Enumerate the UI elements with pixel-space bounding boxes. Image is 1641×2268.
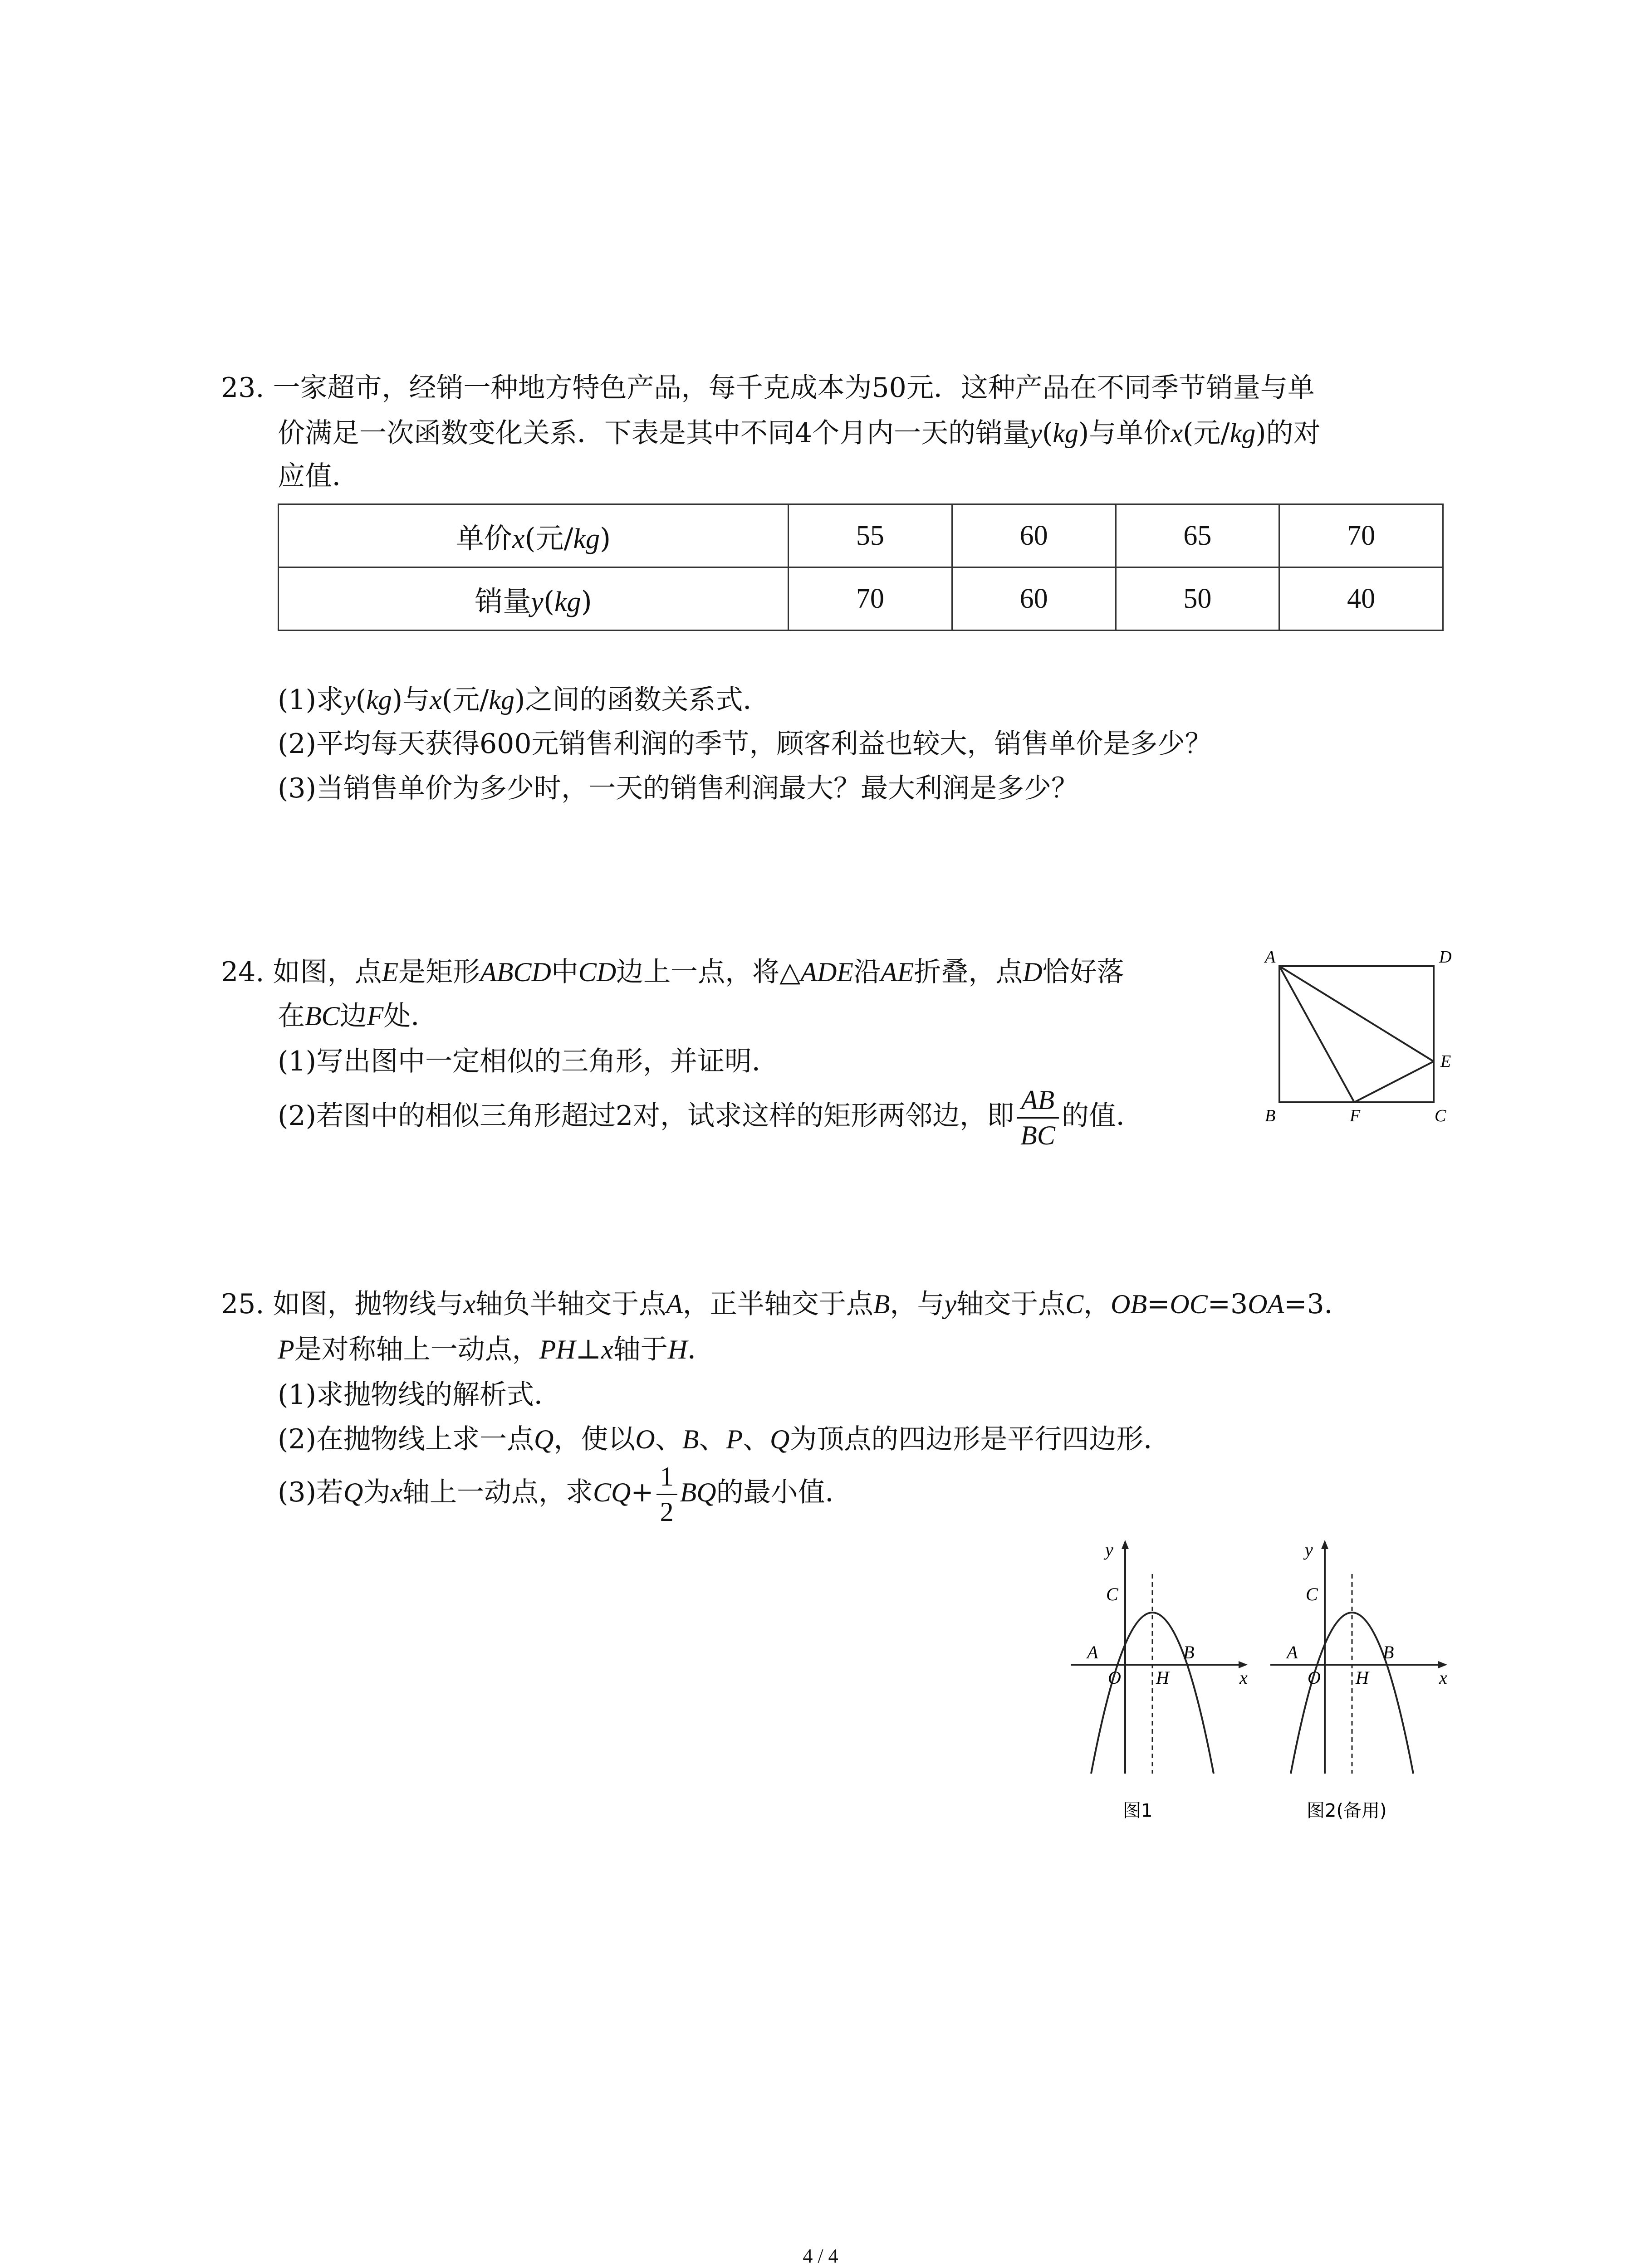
q25-sub-2: (2)在抛物线上求一点Q，使以O、B、P、Q为顶点的四边形是平行四边形． [278, 1423, 1171, 1455]
label-h: H [1356, 1667, 1369, 1688]
table-row [279, 504, 1443, 567]
table-cell: 50 [1116, 567, 1279, 631]
label-d: D [1439, 948, 1452, 967]
figure-caption: 图2(备用) [1307, 1800, 1387, 1821]
label-y: y [1305, 1540, 1313, 1560]
q25-sub-3: (3)若Q为x轴上一动点，求CQ+ $\frac{1}{2}$ BQ的最小值． [278, 1461, 852, 1527]
label-x: x [1239, 1667, 1248, 1688]
label-c: C [1306, 1584, 1318, 1604]
label-a: A [1287, 1642, 1298, 1662]
table-cell: 60 [952, 504, 1116, 567]
q23-sub-1: (1)求y(kg)与x(元/kg)之间的函数关系式． [278, 684, 770, 716]
q25-sub-1: (1)求抛物线的解析式． [278, 1379, 561, 1411]
table-header-price: 单价x(元/kg) [279, 504, 789, 567]
parabola-figure-1 [1062, 1538, 1252, 1837]
table-row [279, 567, 1443, 631]
table-header-sales: 销量y(kg) [279, 567, 789, 631]
q23-line-1: 23. 一家超市，经销一种地方特色产品，每千克成本为50元．这种产品在不同季节销量与单 [221, 372, 1315, 404]
label-b: B [1383, 1642, 1394, 1662]
q23-sub-2: (2)平均每天获得600元销售利润的季节，顾客利益也较大，销售单价是多少？ [278, 728, 1212, 760]
label-x: x [1439, 1667, 1447, 1688]
rectangle-fold-figure [1252, 943, 1461, 1125]
page-number: 4 / 4 [803, 2245, 838, 2267]
ratio-fraction: $\frac{AB}{BC}$ [1017, 1086, 1059, 1150]
price-sales-table [278, 503, 1444, 631]
label-b: B [1265, 1106, 1276, 1125]
q24-sub-2: (2)若图中的相似三角形超过2对，试求这样的矩形两邻边，即 $\frac{AB}{BC}$ 的值． [278, 1085, 1143, 1150]
figure-caption: 图1 [1123, 1800, 1153, 1821]
table-cell: 55 [789, 504, 952, 567]
table-cell: 70 [789, 567, 952, 631]
q24-line-2: 在BC边F处． [278, 1000, 438, 1032]
label-c: C [1435, 1106, 1446, 1125]
q23-sub-3: (3)当销售单价为多少时，一天的销售利润最大？最大利润是多少？ [278, 772, 1078, 804]
table-cell: 65 [1116, 504, 1279, 567]
q23-line-2: 价满足一次函数变化关系．下表是其中不同4个月内一天的销量y(kg)与单价x(元/kg)的对 [278, 417, 1321, 449]
label-f: F [1350, 1106, 1361, 1125]
half-fraction: $\frac{1}{2}$ [656, 1462, 677, 1526]
q23-line-3: 应值． [278, 460, 359, 492]
q25-line-2: P是对称轴上一动点，PH⊥x轴于H． [278, 1334, 715, 1365]
label-a: A [1265, 948, 1276, 967]
q24-line-1: 24. 如图，点E是矩形ABCD中CD边上一点，将△ADE沿AE折叠，点D恰好落 [221, 956, 1124, 988]
label-o: O [1308, 1667, 1321, 1688]
label-h: H [1156, 1667, 1169, 1688]
q24-sub-1: (1)写出图中一定相似的三角形，并证明． [278, 1046, 779, 1077]
label-b: B [1183, 1642, 1195, 1662]
table-cell: 70 [1279, 504, 1443, 567]
label-c: C [1106, 1584, 1118, 1604]
label-a: A [1087, 1642, 1098, 1662]
label-o: O [1108, 1667, 1121, 1688]
label-e: E [1440, 1052, 1451, 1071]
table-cell: 60 [952, 567, 1116, 631]
label-y: y [1105, 1540, 1113, 1560]
q25-line-1: 25. 如图，抛物线与x轴负半轴交于点A，正半轴交于点B，与y轴交于点C，OB=OC=3OA=3． [221, 1288, 1352, 1320]
table-cell: 40 [1279, 567, 1443, 631]
parabola-figure-2 [1261, 1538, 1452, 1837]
